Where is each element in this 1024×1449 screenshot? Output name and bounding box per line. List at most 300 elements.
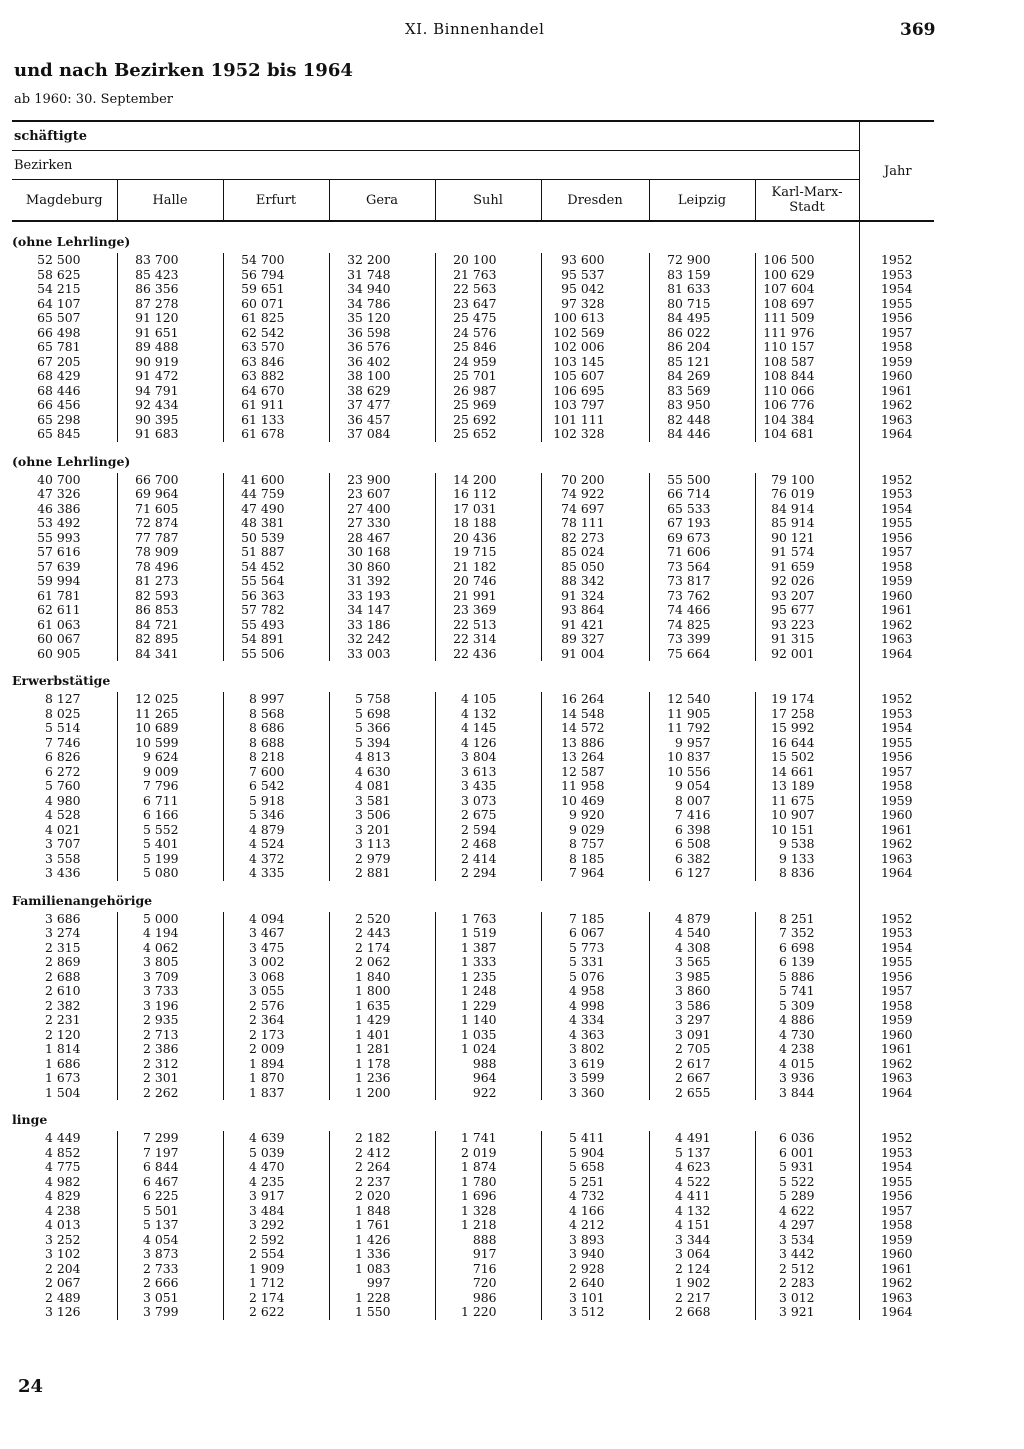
value-cell: 1 387	[435, 941, 541, 956]
value-cell: 51 887	[223, 545, 329, 560]
value-cell: 54 700	[223, 253, 329, 268]
value-cell: 1 894	[223, 1057, 329, 1072]
value-cell: 84 721	[117, 618, 223, 633]
value-cell: 4 151	[649, 1218, 755, 1233]
value-cell: 6 844	[117, 1160, 223, 1175]
table-row	[12, 355, 934, 370]
value-cell: 1 328	[435, 1204, 541, 1219]
value-cell: 33 186	[329, 618, 435, 633]
running-head: XI. Binnenhandel	[405, 20, 545, 38]
value-cell: 5 411	[541, 1131, 649, 1146]
table-row	[12, 765, 934, 780]
value-cell: 10 151	[755, 823, 859, 838]
value-cell: 3 435	[435, 779, 541, 794]
value-cell: 85 121	[649, 355, 755, 370]
value-cell: 65 533	[649, 502, 755, 517]
value-cell: 8 688	[223, 736, 329, 751]
value-cell: 1 426	[329, 1233, 435, 1248]
value-cell: 4 132	[649, 1204, 755, 1219]
value-cell: 61 133	[223, 413, 329, 428]
value-cell: 4 524	[223, 837, 329, 852]
year-cell: 1958	[859, 1218, 934, 1233]
value-cell: 50 539	[223, 531, 329, 546]
value-cell: 57 616	[37, 545, 81, 559]
year-cell: 1959	[859, 355, 934, 370]
table-row	[12, 1291, 934, 1306]
year-cell: 1960	[859, 1028, 934, 1043]
value-cell: 2 294	[435, 866, 541, 881]
value-cell: 4 062	[117, 941, 223, 956]
value-cell: 20 100	[435, 253, 541, 268]
year-cell: 1957	[859, 545, 934, 560]
value-cell: 7 600	[223, 765, 329, 780]
section-year-spacer	[859, 881, 934, 912]
value-cell: 2 301	[117, 1071, 223, 1086]
year-cell: 1962	[859, 837, 934, 852]
value-cell: 6 467	[117, 1175, 223, 1190]
table-row	[12, 1276, 934, 1291]
column-header-karl-marx-stadt: Karl-Marx-Stadt	[755, 180, 859, 222]
value-cell: 3 599	[541, 1071, 649, 1086]
value-cell: 13 189	[755, 779, 859, 794]
value-cell: 2 675	[435, 808, 541, 823]
section-header-row	[12, 881, 934, 912]
footer-page-number: 24	[18, 1376, 44, 1397]
value-cell: 5 137	[117, 1218, 223, 1233]
table-row	[12, 1057, 934, 1072]
value-cell: 23 607	[329, 487, 435, 502]
table-row	[12, 970, 934, 985]
year-cell: 1959	[859, 574, 934, 589]
value-cell: 1 712	[223, 1276, 329, 1291]
value-cell: 20 436	[435, 531, 541, 546]
column-header-halle: Halle	[117, 180, 223, 222]
value-cell: 5 309	[755, 999, 859, 1014]
value-cell: 1 902	[649, 1276, 755, 1291]
value-cell: 3 484	[223, 1204, 329, 1219]
value-cell: 988	[435, 1057, 541, 1072]
value-cell: 3 436	[45, 866, 81, 880]
value-cell: 68 429	[37, 369, 81, 383]
section-header-row	[12, 221, 934, 253]
value-cell: 9 009	[117, 765, 223, 780]
value-cell: 3 804	[435, 750, 541, 765]
table-row	[12, 531, 934, 546]
value-cell: 5 366	[329, 721, 435, 736]
value-cell: 66 498	[37, 325, 81, 340]
value-cell: 4 639	[223, 1131, 329, 1146]
table-row	[12, 1028, 934, 1043]
value-cell: 70 200	[541, 473, 649, 488]
value-cell: 1 763	[435, 912, 541, 927]
value-cell: 4 958	[541, 984, 649, 999]
value-cell: 26 987	[435, 384, 541, 399]
table-row	[12, 574, 934, 589]
table-row	[12, 1189, 934, 1204]
table-row	[12, 502, 934, 517]
value-cell: 3 860	[649, 984, 755, 999]
value-cell: 6 711	[117, 794, 223, 809]
value-cell: 102 328	[541, 427, 649, 442]
value-cell: 2 386	[117, 1042, 223, 1057]
value-cell: 1 024	[435, 1042, 541, 1057]
table-row	[12, 340, 934, 355]
value-cell: 2 312	[117, 1057, 223, 1072]
value-cell: 1 519	[435, 926, 541, 941]
value-cell: 97 328	[541, 297, 649, 312]
value-cell: 3 068	[223, 970, 329, 985]
value-cell: 91 651	[117, 326, 223, 341]
value-cell: 6 225	[117, 1189, 223, 1204]
value-cell: 44 759	[223, 487, 329, 502]
value-cell: 1 635	[329, 999, 435, 1014]
value-cell: 25 692	[435, 413, 541, 428]
value-cell: 1 696	[435, 1189, 541, 1204]
value-cell: 73 564	[649, 560, 755, 575]
value-cell: 14 572	[541, 721, 649, 736]
table-row	[12, 326, 934, 341]
value-cell: 90 395	[117, 413, 223, 428]
value-cell: 2 019	[435, 1146, 541, 1161]
value-cell: 103 145	[541, 355, 649, 370]
value-cell: 3 936	[755, 1071, 859, 1086]
section-year-spacer	[859, 1100, 934, 1131]
value-cell: 4 166	[541, 1204, 649, 1219]
value-cell: 2 217	[649, 1291, 755, 1306]
value-cell: 18 188	[435, 516, 541, 531]
value-cell: 3 196	[117, 999, 223, 1014]
value-cell: 3 558	[45, 851, 81, 866]
value-cell: 3 091	[649, 1028, 755, 1043]
value-cell: 3 201	[329, 823, 435, 838]
value-cell: 95 677	[755, 603, 859, 618]
value-cell: 3 506	[329, 808, 435, 823]
value-cell: 7 746	[45, 735, 81, 750]
value-cell: 37 084	[329, 427, 435, 442]
value-cell: 78 909	[117, 545, 223, 560]
value-cell: 4 540	[649, 926, 755, 941]
table-row	[12, 560, 934, 575]
year-cell: 1957	[859, 326, 934, 341]
value-cell: 24 576	[435, 326, 541, 341]
value-cell: 63 846	[223, 355, 329, 370]
value-cell: 4 126	[435, 736, 541, 751]
value-cell: 8 185	[541, 852, 649, 867]
value-cell: 89 327	[541, 632, 649, 647]
value-cell: 1 874	[435, 1160, 541, 1175]
value-cell: 72 874	[117, 516, 223, 531]
value-cell: 3 252	[45, 1232, 81, 1247]
value-cell: 9 133	[755, 852, 859, 867]
value-cell: 107 604	[755, 282, 859, 297]
value-cell: 4 980	[45, 793, 81, 808]
value-cell: 111 976	[755, 326, 859, 341]
value-cell: 10 599	[117, 736, 223, 751]
section-label: Familienangehörige	[12, 892, 153, 908]
year-cell: 1957	[859, 765, 934, 780]
value-cell: 71 606	[649, 545, 755, 560]
value-cell: 83 700	[117, 253, 223, 268]
value-cell: 73 399	[649, 632, 755, 647]
table-row	[12, 268, 934, 283]
value-cell: 48 381	[223, 516, 329, 531]
value-cell: 5 658	[541, 1160, 649, 1175]
value-cell: 67 193	[649, 516, 755, 531]
value-cell: 2 688	[45, 969, 81, 984]
year-cell: 1957	[859, 984, 934, 999]
value-cell: 1 761	[329, 1218, 435, 1233]
value-cell: 6 166	[117, 808, 223, 823]
year-cell: 1960	[859, 808, 934, 823]
value-cell: 1 228	[329, 1291, 435, 1306]
value-cell: 4 238	[45, 1203, 81, 1218]
value-cell: 8 218	[223, 750, 329, 765]
value-cell: 84 446	[649, 427, 755, 442]
value-cell: 91 574	[755, 545, 859, 560]
value-cell: 65 298	[37, 412, 81, 427]
year-cell: 1963	[859, 852, 934, 867]
value-cell: 1 229	[435, 999, 541, 1014]
value-cell: 36 576	[329, 340, 435, 355]
value-cell: 104 384	[755, 413, 859, 428]
value-cell: 22 513	[435, 618, 541, 633]
year-cell: 1955	[859, 516, 934, 531]
value-cell: 8 997	[223, 692, 329, 707]
value-cell: 7 299	[117, 1131, 223, 1146]
value-cell: 1 550	[329, 1305, 435, 1320]
value-cell: 82 593	[117, 589, 223, 604]
value-cell: 38 629	[329, 384, 435, 399]
value-cell: 38 100	[329, 369, 435, 384]
section-label: Erwerbstätige	[12, 673, 111, 688]
table-row	[12, 1160, 934, 1175]
value-cell: 5 918	[223, 794, 329, 809]
value-cell: 91 683	[117, 427, 223, 442]
value-cell: 3 442	[755, 1247, 859, 1262]
value-cell: 55 993	[37, 530, 81, 545]
value-cell: 6 139	[755, 955, 859, 970]
value-cell: 2 928	[541, 1262, 649, 1277]
value-cell: 78 496	[117, 560, 223, 575]
table-row	[12, 955, 934, 970]
value-cell: 2 655	[649, 1086, 755, 1101]
value-cell: 27 330	[329, 516, 435, 531]
year-cell: 1960	[859, 1247, 934, 1262]
value-cell: 36 598	[329, 326, 435, 341]
value-cell: 1 140	[435, 1013, 541, 1028]
page-number: 369	[900, 20, 936, 40]
value-cell: 54 452	[223, 560, 329, 575]
value-cell: 4 623	[649, 1160, 755, 1175]
value-cell: 93 864	[541, 603, 649, 618]
year-cell: 1963	[859, 1071, 934, 1086]
year-cell: 1956	[859, 531, 934, 546]
value-cell: 3 126	[45, 1305, 81, 1319]
value-cell: 83 159	[649, 268, 755, 283]
value-cell: 8 757	[541, 837, 649, 852]
value-cell: 8 127	[45, 692, 81, 706]
value-cell: 57 782	[223, 603, 329, 618]
section-header-row	[12, 1100, 934, 1131]
value-cell: 85 024	[541, 545, 649, 560]
value-cell: 13 264	[541, 750, 649, 765]
page-subtitle: ab 1960: 30. September	[14, 92, 174, 107]
value-cell: 1 248	[435, 984, 541, 999]
year-cell: 1952	[859, 253, 934, 268]
value-cell: 16 644	[755, 736, 859, 751]
value-cell: 75 664	[649, 647, 755, 662]
value-cell: 7 796	[117, 779, 223, 794]
value-cell: 22 563	[435, 282, 541, 297]
value-cell: 10 907	[755, 808, 859, 823]
value-cell: 1 870	[223, 1071, 329, 1086]
value-cell: 8 025	[45, 706, 81, 721]
value-cell: 5 514	[45, 721, 81, 735]
value-cell: 4 852	[45, 1145, 81, 1160]
value-cell: 90 121	[755, 531, 859, 546]
table-row	[12, 384, 934, 399]
value-cell: 2 283	[755, 1276, 859, 1291]
value-cell: 61 678	[223, 427, 329, 442]
year-cell: 1962	[859, 1276, 934, 1291]
value-cell: 6 272	[45, 764, 81, 779]
value-cell: 888	[435, 1233, 541, 1248]
value-cell: 3 893	[541, 1233, 649, 1248]
value-cell: 77 787	[117, 531, 223, 546]
year-cell: 1957	[859, 1204, 934, 1219]
table-row	[12, 1204, 934, 1219]
value-cell: 3 940	[541, 1247, 649, 1262]
value-cell: 1 673	[45, 1071, 81, 1085]
value-cell: 1 848	[329, 1204, 435, 1219]
value-cell: 7 197	[117, 1146, 223, 1161]
value-cell: 7 185	[541, 912, 649, 927]
value-cell: 63 882	[223, 369, 329, 384]
value-cell: 5 039	[223, 1146, 329, 1161]
value-cell: 3 051	[117, 1291, 223, 1306]
year-cell: 1963	[859, 413, 934, 428]
value-cell: 6 382	[649, 852, 755, 867]
value-cell: 101 111	[541, 413, 649, 428]
value-cell: 3 799	[117, 1305, 223, 1320]
value-cell: 2 869	[45, 955, 81, 969]
table-row	[12, 823, 934, 838]
value-cell: 2 617	[649, 1057, 755, 1072]
table-row	[12, 1131, 934, 1146]
value-cell: 4 775	[45, 1160, 81, 1174]
value-cell: 4 886	[755, 1013, 859, 1028]
value-cell: 68 446	[37, 383, 81, 398]
value-cell: 4 829	[45, 1189, 81, 1203]
value-cell: 87 278	[117, 297, 223, 312]
value-cell: 14 661	[755, 765, 859, 780]
value-cell: 83 950	[649, 398, 755, 413]
table-row	[12, 808, 934, 823]
value-cell: 2 412	[329, 1146, 435, 1161]
value-cell: 61 911	[223, 398, 329, 413]
table-row	[12, 311, 934, 326]
value-cell: 9 538	[755, 837, 859, 852]
value-cell: 35 120	[329, 311, 435, 326]
value-cell: 91 472	[117, 369, 223, 384]
column-header-gera: Gera	[329, 180, 435, 222]
value-cell: 55 493	[223, 618, 329, 633]
table-row	[12, 1071, 934, 1086]
section-label: (ohne Lehrlinge)	[12, 234, 131, 249]
value-cell: 2 713	[117, 1028, 223, 1043]
value-cell: 100 613	[541, 311, 649, 326]
value-cell: 1 035	[435, 1028, 541, 1043]
value-cell: 81 273	[117, 574, 223, 589]
value-cell: 4 297	[755, 1218, 859, 1233]
value-cell: 3 686	[45, 911, 81, 926]
value-cell: 1 840	[329, 970, 435, 985]
column-header-magdeburg: Magdeburg	[12, 180, 117, 222]
value-cell: 3 113	[329, 837, 435, 852]
value-cell: 33 003	[329, 647, 435, 662]
value-cell: 5 331	[541, 955, 649, 970]
value-cell: 25 846	[435, 340, 541, 355]
year-cell: 1952	[859, 1131, 934, 1146]
table-row	[12, 545, 934, 560]
value-cell: 104 681	[755, 427, 859, 442]
value-cell: 16 264	[541, 692, 649, 707]
year-cell: 1956	[859, 970, 934, 985]
value-cell: 2 174	[329, 941, 435, 956]
value-cell: 4 982	[45, 1174, 81, 1189]
header-band-districts: Bezirken	[12, 151, 859, 180]
value-cell: 31 748	[329, 268, 435, 283]
value-cell: 78 111	[541, 516, 649, 531]
value-cell: 8 251	[755, 912, 859, 927]
value-cell: 4 622	[755, 1204, 859, 1219]
table-row	[12, 692, 934, 707]
value-cell: 2 204	[45, 1261, 81, 1276]
value-cell: 105 607	[541, 369, 649, 384]
value-cell: 2 733	[117, 1262, 223, 1277]
value-cell: 2 120	[45, 1027, 81, 1042]
value-cell: 1 429	[329, 1013, 435, 1028]
value-cell: 33 193	[329, 589, 435, 604]
value-cell: 4 132	[435, 707, 541, 722]
value-cell: 16 112	[435, 487, 541, 502]
section-year-spacer	[859, 221, 934, 253]
value-cell: 1 083	[329, 1262, 435, 1277]
value-cell: 91 120	[117, 311, 223, 326]
value-cell: 1 909	[223, 1262, 329, 1277]
value-cell: 61 781	[37, 588, 81, 603]
value-cell: 2 705	[649, 1042, 755, 1057]
value-cell: 108 697	[755, 297, 859, 312]
value-cell: 76 019	[755, 487, 859, 502]
value-cell: 64 107	[37, 296, 81, 311]
table-row	[12, 413, 934, 428]
value-cell: 11 958	[541, 779, 649, 794]
year-cell: 1955	[859, 736, 934, 751]
value-cell: 74 825	[649, 618, 755, 633]
value-cell: 91 421	[541, 618, 649, 633]
value-cell: 1 200	[329, 1086, 435, 1101]
value-cell: 2 622	[223, 1305, 329, 1320]
year-cell: 1954	[859, 941, 934, 956]
value-cell: 4 491	[649, 1131, 755, 1146]
year-cell: 1961	[859, 384, 934, 399]
value-cell: 84 269	[649, 369, 755, 384]
value-cell: 3 534	[755, 1233, 859, 1248]
value-cell: 34 940	[329, 282, 435, 297]
value-cell: 4 730	[755, 1028, 859, 1043]
value-cell: 1 837	[223, 1086, 329, 1101]
